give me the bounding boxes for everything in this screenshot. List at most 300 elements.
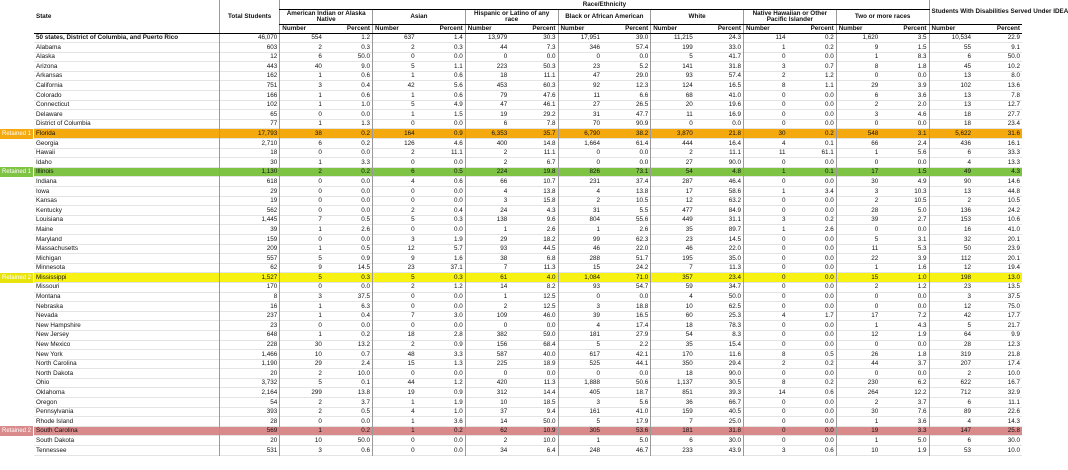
- percent-cell: 6.2: [917, 379, 927, 387]
- number-cell: 420: [465, 378, 509, 388]
- state-cell: New Jersey: [36, 331, 69, 339]
- number-cell: 1: [743, 225, 787, 235]
- retained-tag: Retained 2: [2, 275, 32, 281]
- number-cell: 3: [836, 110, 880, 120]
- percent-cell: 0.2: [361, 331, 371, 339]
- percent-cell: 61.4: [635, 139, 649, 147]
- number-cell: 287: [651, 177, 695, 187]
- table-body: [34, 33, 1022, 455]
- number-cell: 5,622: [929, 129, 973, 139]
- percent-cell: 0.3: [454, 43, 463, 51]
- percent-cell: 9.6: [546, 216, 556, 224]
- percent-cell: 11.3: [543, 379, 556, 387]
- number-cell: 0: [743, 417, 787, 427]
- number-cell: 0: [558, 52, 602, 62]
- percent-cell: 11.1: [729, 149, 741, 157]
- number-cell: 53: [929, 446, 973, 456]
- number-cell: 10: [465, 398, 509, 408]
- number-cell: 9: [836, 43, 880, 53]
- percent-cell: 0.0: [824, 120, 834, 128]
- number-cell: 18: [651, 321, 695, 331]
- number-cell: 3: [558, 398, 602, 408]
- number-subheader: Number: [373, 25, 417, 34]
- percent-cell: 22.9: [1007, 34, 1020, 42]
- percent-cell: 89.7: [728, 225, 741, 233]
- number-cell: 0: [558, 158, 602, 168]
- percent-cell: 22.6: [1007, 408, 1020, 416]
- number-cell: 288: [558, 254, 602, 264]
- table-row: [34, 398, 1022, 408]
- number-cell: 22: [836, 254, 880, 264]
- number-cell: 44: [836, 359, 880, 369]
- number-cell: 0: [373, 187, 417, 197]
- number-cell: 24: [465, 206, 509, 216]
- percent-cell: 22.0: [728, 245, 741, 253]
- state-cell: Rhode Island: [36, 417, 74, 425]
- percent-cell: 0.0: [824, 264, 834, 272]
- percent-cell: 4.3: [973, 167, 1022, 177]
- table-row: [34, 196, 1022, 206]
- table-row: [34, 119, 1022, 129]
- percent-cell: 6.8: [546, 254, 556, 262]
- total-cell: 19: [220, 196, 280, 206]
- percent-cell: 23.4: [695, 273, 744, 283]
- retained-tag: Retained 1: [2, 169, 32, 175]
- percent-cell: 9.9: [1011, 331, 1020, 339]
- percent-cell: 10.5: [914, 197, 927, 205]
- number-cell: 1: [836, 436, 880, 446]
- total-cell: 1,527: [220, 273, 280, 283]
- number-cell: 11: [743, 148, 787, 158]
- percent-cell: 0.5: [824, 350, 834, 358]
- number-cell: 548: [836, 129, 880, 139]
- number-cell: 37: [465, 407, 509, 417]
- percent-cell: 0.0: [361, 197, 371, 205]
- percent-cell: 14.5: [728, 235, 741, 243]
- total-cell: 166: [220, 91, 280, 101]
- percent-cell: 16.4: [728, 139, 741, 147]
- number-cell: 0: [465, 52, 509, 62]
- state-cell: Hawaii: [36, 149, 55, 157]
- number-cell: 45: [929, 62, 973, 72]
- state-cell: Minnesota: [36, 264, 66, 272]
- percent-cell: 0.7: [361, 350, 371, 358]
- percent-cell: 41.0: [1007, 225, 1020, 233]
- number-cell: 29: [465, 234, 509, 244]
- state-cell: Oklahoma: [36, 389, 65, 397]
- total-cell: 12: [220, 52, 280, 62]
- number-cell: 7: [651, 417, 695, 427]
- percent-cell: 0.0: [454, 187, 463, 195]
- number-cell: 170: [651, 350, 695, 360]
- percent-cell: 5.0: [639, 436, 649, 444]
- number-cell: 64: [929, 330, 973, 340]
- number-cell: 66: [836, 139, 880, 149]
- percent-cell: 0.9: [454, 389, 463, 397]
- percent-cell: 27.9: [635, 331, 649, 339]
- number-cell: 10,534: [929, 33, 973, 43]
- percent-cell: 1.0: [880, 273, 929, 283]
- percent-cell: 0.5: [417, 167, 466, 177]
- number-cell: 617: [558, 350, 602, 360]
- percent-cell: 3.9: [917, 254, 927, 262]
- number-cell: 0: [743, 426, 787, 436]
- number-cell: 17: [836, 167, 880, 177]
- percent-cell: 20.1: [1007, 235, 1020, 243]
- number-cell: 0: [743, 263, 787, 273]
- number-cell: 1: [836, 263, 880, 273]
- number-cell: 27: [558, 100, 602, 110]
- total-cell: 20: [220, 436, 280, 446]
- number-cell: 319: [929, 350, 973, 360]
- percent-cell: 2.6: [546, 225, 556, 233]
- percent-cell: 41.7: [728, 53, 741, 61]
- percent-cell: 5.3: [917, 245, 927, 253]
- state-cell: Nevada: [36, 312, 58, 320]
- number-cell: 181: [558, 330, 602, 340]
- number-cell: 14: [465, 282, 509, 292]
- number-cell: 5: [373, 273, 417, 283]
- percent-cell: 2.2: [639, 341, 649, 349]
- number-cell: 5: [929, 321, 973, 331]
- number-cell: 2: [558, 196, 602, 206]
- number-cell: 1: [373, 71, 417, 81]
- percent-cell: 50.6: [635, 379, 649, 387]
- number-cell: 2: [280, 369, 324, 379]
- number-cell: 10: [836, 446, 880, 456]
- number-cell: 39: [558, 311, 602, 321]
- percent-cell: 30.0: [1007, 436, 1020, 444]
- percent-cell: 26.5: [635, 101, 649, 109]
- percent-cell: 10.5: [1007, 197, 1020, 205]
- percent-cell: 5.0: [917, 436, 927, 444]
- state-cell: Michigan: [36, 254, 62, 262]
- number-cell: 0: [743, 91, 787, 101]
- percent-cell: 31.8: [695, 426, 744, 436]
- number-cell: 0: [465, 369, 509, 379]
- number-cell: 1: [465, 225, 509, 235]
- table-row: [34, 436, 1022, 446]
- percent-cell: 1.7: [824, 312, 834, 320]
- total-header: Total Students: [220, 0, 280, 33]
- percent-cell: 59.0: [543, 331, 556, 339]
- table-row: [34, 254, 1022, 264]
- number-cell: 0: [373, 225, 417, 235]
- number-cell: 1: [280, 311, 324, 321]
- number-cell: 2: [743, 359, 787, 369]
- percent-cell: 62.5: [728, 302, 741, 310]
- number-cell: 17: [836, 311, 880, 321]
- number-cell: 3: [743, 215, 787, 225]
- number-cell: 12: [929, 263, 973, 273]
- number-cell: 357: [651, 273, 695, 283]
- percent-subheader: Percent: [788, 25, 837, 34]
- number-cell: 23: [651, 234, 695, 244]
- number-cell: 0: [743, 398, 787, 408]
- percent-cell: 0.6: [361, 72, 371, 80]
- percent-cell: 0.0: [917, 341, 927, 349]
- number-cell: 9: [280, 263, 324, 273]
- number-cell: 6: [465, 119, 509, 129]
- total-cell: 1,445: [220, 215, 280, 225]
- total-cell: 562: [220, 206, 280, 216]
- number-subheader: Number: [836, 25, 880, 34]
- percent-cell: 54.7: [635, 283, 649, 291]
- percent-cell: 19.4: [1007, 264, 1020, 272]
- total-cell: 77: [220, 119, 280, 129]
- number-cell: 61: [465, 273, 509, 283]
- percent-cell: 0.0: [824, 341, 834, 349]
- number-cell: 0: [743, 254, 787, 264]
- percent-cell: 75.0: [1007, 302, 1020, 310]
- number-cell: 1: [743, 167, 787, 177]
- number-cell: 14: [465, 417, 509, 427]
- number-cell: 54: [651, 330, 695, 340]
- number-cell: 0: [373, 302, 417, 312]
- number-cell: 8: [836, 62, 880, 72]
- idea-header: Students With Disabilities Served Under IDEA: [929, 0, 1022, 25]
- percent-cell: 3.5: [917, 34, 927, 42]
- state-cell: New York: [36, 350, 63, 358]
- percent-cell: 42.1: [635, 350, 649, 358]
- percent-cell: 3.4: [824, 187, 834, 195]
- number-cell: 28: [836, 206, 880, 216]
- percent-cell: 0.0: [361, 187, 371, 195]
- percent-cell: 0.0: [824, 197, 834, 205]
- table-row: [34, 110, 1022, 120]
- state-cell: Nebraska: [36, 302, 63, 310]
- percent-cell: 0.2: [824, 379, 834, 387]
- percent-cell: 11.3: [729, 264, 741, 272]
- number-cell: 436: [929, 139, 973, 149]
- percent-cell: 0.0: [824, 283, 834, 291]
- number-cell: 525: [558, 359, 602, 369]
- percent-cell: 19.6: [728, 101, 741, 109]
- state-cell: Colorado: [36, 91, 62, 99]
- number-cell: 30: [836, 177, 880, 187]
- number-cell: 4: [651, 292, 695, 302]
- number-cell: 0: [373, 119, 417, 129]
- group-header: Black or African American: [558, 10, 651, 25]
- percent-cell: 51.7: [635, 254, 649, 262]
- number-cell: 6,353: [465, 129, 509, 139]
- total-cell: 46,070: [220, 33, 280, 43]
- number-cell: 312: [465, 388, 509, 398]
- number-cell: 0: [743, 234, 787, 244]
- percent-cell: 0.0: [454, 53, 463, 61]
- percent-cell: 0.0: [917, 72, 927, 80]
- number-cell: 6: [929, 398, 973, 408]
- number-cell: 15: [558, 263, 602, 273]
- percent-cell: 24.2: [1007, 206, 1020, 214]
- table-row: [34, 187, 1022, 197]
- percent-cell: 50.0: [728, 293, 741, 301]
- percent-subheader: Percent: [324, 25, 373, 34]
- number-cell: 35: [651, 225, 695, 235]
- number-cell: 305: [558, 426, 602, 436]
- percent-cell: 0.0: [454, 321, 463, 329]
- percent-cell: 0.4: [454, 206, 463, 214]
- total-cell: 531: [220, 446, 280, 456]
- percent-cell: 2.0: [917, 101, 927, 109]
- percent-cell: 7.8: [1011, 91, 1020, 99]
- number-cell: 6: [929, 436, 973, 446]
- number-cell: 2: [373, 282, 417, 292]
- state-cell: Missouri: [36, 283, 60, 291]
- percent-cell: 17.4: [635, 321, 649, 329]
- percent-cell: 2.6: [639, 225, 649, 233]
- percent-cell: 0.0: [917, 369, 927, 377]
- number-cell: 6,790: [558, 129, 602, 139]
- number-cell: 38: [465, 254, 509, 264]
- percent-cell: 16.5: [635, 312, 649, 320]
- number-cell: 1: [836, 321, 880, 331]
- number-cell: 0: [743, 177, 787, 187]
- number-cell: 31: [558, 110, 602, 120]
- number-cell: 0: [373, 446, 417, 456]
- number-cell: 3: [373, 234, 417, 244]
- percent-cell: 41.0: [635, 408, 649, 416]
- percent-cell: 5.0: [917, 206, 927, 214]
- group-header: Asian: [373, 10, 466, 25]
- number-cell: 27: [651, 158, 695, 168]
- number-cell: 10: [280, 350, 324, 360]
- percent-cell: 10.7: [543, 177, 556, 185]
- number-cell: 18: [929, 110, 973, 120]
- number-cell: 5: [836, 234, 880, 244]
- percent-cell: 66.7: [728, 398, 741, 406]
- percent-cell: 31.8: [728, 62, 741, 70]
- number-cell: 2: [373, 43, 417, 53]
- number-cell: 49: [929, 167, 973, 177]
- state-cell: New Hampshire: [36, 321, 81, 329]
- percent-cell: 0.0: [361, 283, 371, 291]
- percent-cell: 3.1: [880, 129, 929, 139]
- number-cell: 4: [558, 187, 602, 197]
- number-cell: 0: [836, 158, 880, 168]
- percent-cell: 23.4: [1007, 120, 1020, 128]
- percent-cell: 10.6: [1007, 216, 1020, 224]
- number-cell: 1: [280, 302, 324, 312]
- number-cell: 17: [651, 187, 695, 197]
- number-cell: 1: [558, 225, 602, 235]
- table-row: [34, 100, 1022, 110]
- percent-cell: 68.4: [543, 341, 556, 349]
- percent-cell: 0.0: [546, 53, 556, 61]
- percent-cell: 0.0: [917, 302, 927, 310]
- number-cell: 7: [651, 263, 695, 273]
- number-cell: 19: [373, 388, 417, 398]
- number-cell: 1: [280, 330, 324, 340]
- percent-cell: 13.8: [543, 187, 556, 195]
- number-subheader: Number: [280, 25, 324, 34]
- percent-cell: 0.0: [824, 436, 834, 444]
- number-cell: 405: [558, 388, 602, 398]
- percent-cell: 0.0: [824, 369, 834, 377]
- percent-cell: 10.0: [1007, 369, 1020, 377]
- state-cell: Kentucky: [36, 206, 62, 214]
- total-cell: 65: [220, 110, 280, 120]
- number-cell: 0: [743, 302, 787, 312]
- percent-cell: 0.6: [454, 177, 463, 185]
- percent-cell: 0.0: [454, 225, 463, 233]
- number-cell: 0: [280, 206, 324, 216]
- percent-cell: 0.0: [824, 254, 834, 262]
- group-header: White: [651, 10, 744, 25]
- number-cell: 0: [373, 436, 417, 446]
- percent-cell: 14.6: [1007, 177, 1020, 185]
- percent-cell: 0.0: [788, 426, 837, 436]
- number-cell: 3: [929, 292, 973, 302]
- percent-cell: 0.1: [824, 139, 834, 147]
- percent-cell: 13.2: [357, 341, 371, 349]
- retained-tag: Retained 2: [2, 428, 32, 434]
- number-cell: 400: [465, 139, 509, 149]
- number-cell: 1: [558, 436, 602, 446]
- number-cell: 0: [373, 369, 417, 379]
- percent-cell: 1.3: [361, 120, 371, 128]
- number-cell: 7: [373, 311, 417, 321]
- table-row: [34, 129, 1022, 139]
- state-cell: Kansas: [36, 197, 58, 205]
- table-row: [34, 81, 1022, 91]
- percent-cell: 10.2: [1007, 62, 1020, 70]
- number-cell: 10: [651, 302, 695, 312]
- state-cell: South Dakota: [36, 436, 75, 444]
- total-cell: 618: [220, 177, 280, 187]
- percent-cell: 0.0: [824, 110, 834, 118]
- percent-cell: 63.2: [728, 197, 741, 205]
- number-cell: 4: [373, 407, 417, 417]
- percent-cell: 78.3: [728, 321, 741, 329]
- percent-cell: 0.0: [917, 225, 927, 233]
- percent-cell: 3.7: [917, 360, 927, 368]
- number-cell: 23: [373, 263, 417, 273]
- percent-cell: 0.0: [639, 293, 649, 301]
- total-cell: 170: [220, 282, 280, 292]
- percent-cell: 4.6: [917, 110, 927, 118]
- percent-cell: 71.0: [602, 273, 651, 283]
- number-cell: 60: [651, 311, 695, 321]
- percent-cell: 18.2: [543, 235, 556, 243]
- number-cell: 0: [836, 340, 880, 350]
- percent-cell: 0.0: [824, 408, 834, 416]
- number-cell: 6: [929, 148, 973, 158]
- percent-cell: 0.2: [324, 426, 373, 436]
- table-row: [34, 321, 1022, 331]
- percent-cell: 2.4: [361, 360, 371, 368]
- number-cell: 12: [929, 302, 973, 312]
- total-cell: 39: [220, 225, 280, 235]
- table-row: [34, 148, 1022, 158]
- state-cell: Montana: [36, 293, 61, 301]
- percent-subheader: Percent: [602, 25, 651, 34]
- percent-cell: 0.0: [546, 321, 556, 329]
- percent-cell: 0.0: [454, 120, 463, 128]
- number-cell: 54: [651, 167, 695, 177]
- number-subheader: Number: [929, 25, 973, 34]
- percent-cell: 57.4: [635, 43, 649, 51]
- number-cell: 18: [373, 330, 417, 340]
- state-cell: Georgia: [36, 139, 59, 147]
- table-row: [34, 417, 1022, 427]
- percent-cell: 38.2: [602, 129, 651, 139]
- group-header: Hispanic or Latino of any race: [465, 10, 558, 25]
- percent-cell: 14.5: [357, 264, 371, 272]
- number-cell: 449: [651, 215, 695, 225]
- number-cell: 46: [558, 244, 602, 254]
- number-cell: 477: [651, 206, 695, 216]
